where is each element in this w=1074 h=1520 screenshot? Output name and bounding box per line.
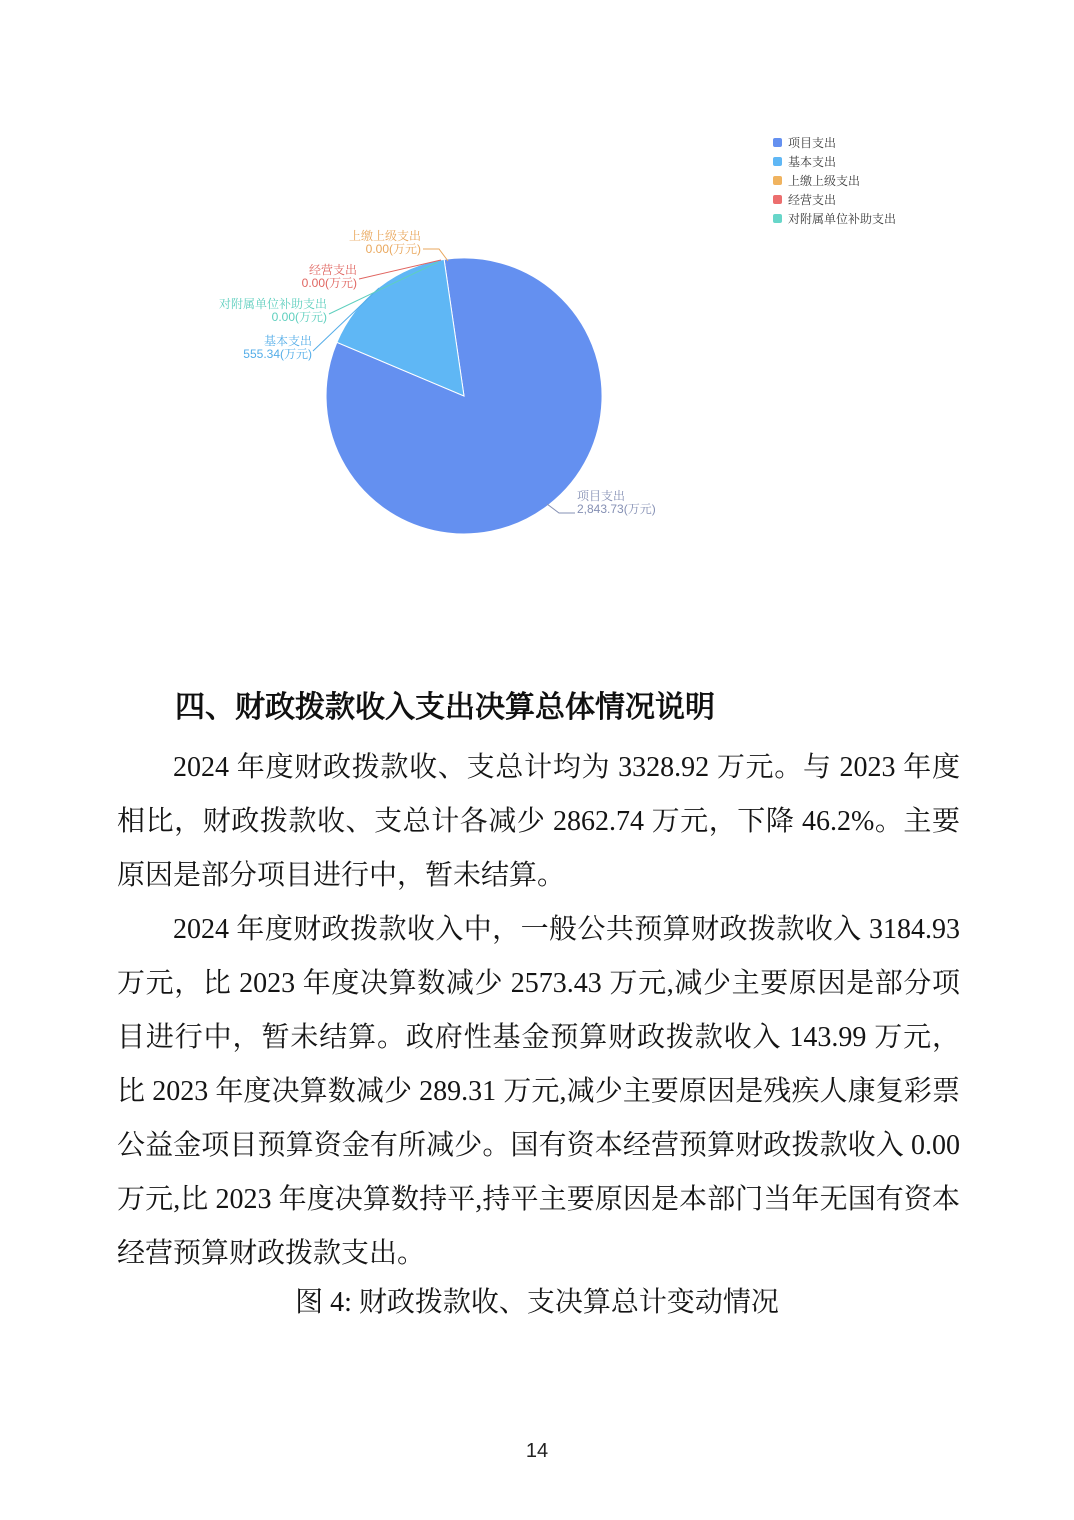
pie-label-name: 对附属单位补助支出 [218, 297, 327, 311]
pie-label [243, 335, 312, 361]
legend-item[interactable] [773, 136, 896, 148]
pie-label-name: 经营支出 [308, 263, 357, 277]
pie-label-value: 0.00(万元) [365, 242, 421, 256]
pie-label [302, 264, 357, 290]
pie-label [577, 490, 656, 516]
pie-label [219, 298, 327, 324]
figure-caption: 图 4: 财政拨款收、支决算总计变动情况 [295, 1287, 779, 1318]
legend-item[interactable] [773, 174, 896, 186]
legend-swatch [773, 157, 782, 166]
expenditure-pie-chart [0, 0, 1074, 640]
legend-label: 基本支出 [788, 154, 837, 169]
pie-label [349, 230, 421, 256]
section-heading: 四、财政拨款收入支出决算总体情况说明 [175, 691, 715, 724]
legend-label: 项目支出 [788, 135, 837, 150]
pie-leader-line [547, 504, 575, 513]
page-number: 14 [525, 1440, 549, 1462]
pie-chart-svg [0, 0, 1074, 640]
pie-label-value: 0.00(万元) [301, 276, 357, 290]
legend-label: 经营支出 [788, 192, 837, 207]
legend-swatch [773, 214, 782, 223]
legend-item[interactable] [773, 212, 896, 224]
legend-item[interactable] [773, 193, 896, 205]
pie-label-value: 0.00(万元) [271, 310, 327, 324]
legend-label: 对附属单位补助支出 [788, 211, 897, 226]
legend-swatch [773, 195, 782, 204]
legend-swatch [773, 138, 782, 147]
pie-label-name: 基本支出 [263, 334, 312, 348]
pie-label-value: 555.34(万元) [243, 347, 312, 361]
legend-label: 上缴上级支出 [788, 173, 861, 188]
pie-label-value: 2,843.73(万元) [577, 502, 656, 516]
legend-item[interactable] [773, 155, 896, 167]
pie-label-name: 上缴上级支出 [348, 229, 421, 243]
paragraph-1: 2024 年度财政拨款收、支总计均为 3328.92 万元。与 2023 年度相比，财政拨款收、支总计各减少 2862.74 万元，下降 46.2%。主要原因是部分项目进行中，暂未结算。 [117, 752, 960, 891]
body-text [117, 741, 960, 1281]
paragraph-2: 2024 年度财政拨款收入中，一般公共预算财政拨款收入 3184.93 万元，比 2023 年度决算数减少 2573.43 万元,减少主要原因是部分项目进行中，暂未结算。政府性基金预算财政拨款收入 143.99 万元，比 2023 年度决算数减少 289.31 万元,减少主要原因是残疾人康复彩票公益金项目预算资金有所减少。国有资本经营预算财政拨款收入 0.00 万元,比 2023 年度决算数持平,持平主要原因是本部门当年无国有资本经营预算财政拨款支出。 [117, 914, 960, 1269]
chart-legend [773, 136, 896, 231]
pie-label-name: 项目支出 [577, 489, 626, 503]
legend-swatch [773, 176, 782, 185]
